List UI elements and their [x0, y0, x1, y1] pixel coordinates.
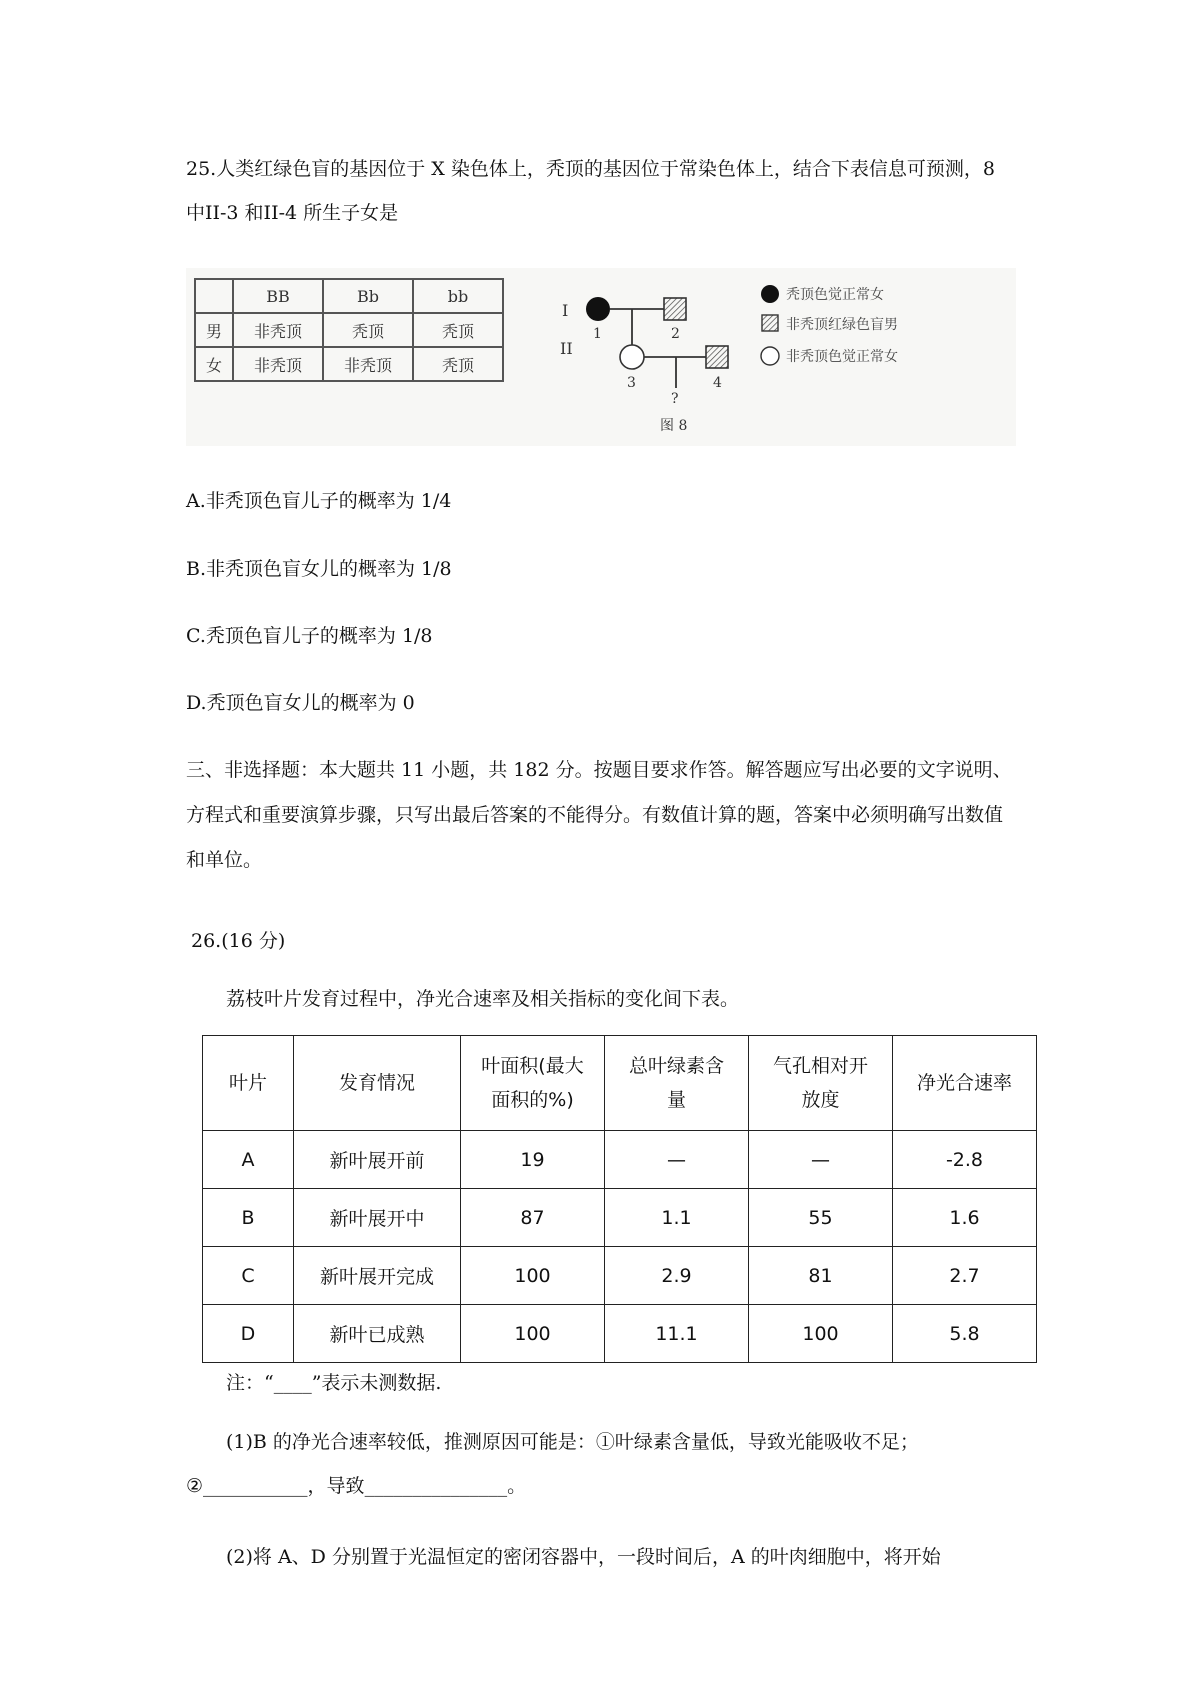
answer-blank-2[interactable]: _______________ — [364, 1475, 508, 1497]
table-cell: 1.6 — [893, 1189, 1037, 1247]
table-cell: 新叶展开中 — [294, 1189, 461, 1247]
question-25-stem: 25.人类红绿色盲的基因位于 X 染色体上，秃顶的基因位于常染色体上，结合下表信息可预测，8 中II-3 和II-4 所生子女是 — [186, 158, 995, 224]
header-leaf: 叶片 — [203, 1036, 294, 1131]
line-end-punctuation: 。 — [507, 1475, 527, 1497]
individual-number-3: 3 — [627, 375, 636, 391]
subquestion-1-line-2 — [186, 1464, 526, 1508]
table-cell: 2.7 — [893, 1247, 1037, 1305]
answer-blank-1[interactable]: ___________ — [203, 1475, 308, 1497]
header-leaf-area: 叶面积(最大 面积的%) — [461, 1036, 605, 1131]
individual-ii-4-hatched-square — [706, 346, 728, 368]
question-26-intro: 荔枝叶片发育过程中，净光合速率及相关指标的变化间下表。 — [226, 988, 740, 1010]
table-cell: D — [203, 1305, 294, 1363]
generation-label-i: I — [562, 301, 569, 320]
genotype-row-male — [195, 313, 503, 347]
table-row — [203, 1247, 1037, 1305]
table-cell: 新叶展开完成 — [294, 1247, 461, 1305]
legend-label: 秃顶色觉正常女 — [786, 287, 884, 303]
table-cell: 55 — [749, 1189, 893, 1247]
figure-caption: 图 8 — [660, 418, 688, 434]
option-a: A.非秃顶色盲儿子的概率为 1/4 — [186, 490, 452, 512]
legend-hatched-square-icon — [762, 315, 778, 331]
table-cell: — — [749, 1131, 893, 1189]
individual-number-4: 4 — [713, 375, 722, 391]
table-cell: 1.1 — [605, 1189, 749, 1247]
phenotype-cell: 秃顶 — [413, 313, 503, 347]
header-chlorophyll: 总叶绿素含 量 — [605, 1036, 749, 1131]
table-cell: 100 — [461, 1305, 605, 1363]
table-cell: 19 — [461, 1131, 605, 1189]
phenotype-cell: 非秃顶 — [233, 347, 323, 381]
row-label: 女 — [195, 347, 233, 381]
table-cell: A — [203, 1131, 294, 1189]
table-cell: 100 — [461, 1247, 605, 1305]
table-header-row — [203, 1036, 1037, 1131]
figure-8 — [186, 268, 1016, 446]
connector-text: ，导致 — [307, 1475, 365, 1497]
individual-i-1-filled-circle — [586, 297, 610, 321]
subquestion-2: (2)将 A、D 分别置于光温恒定的密闭容器中，一段时间后，A 的叶肉细胞中，将开始 — [226, 1546, 941, 1568]
table-cell: 100 — [749, 1305, 893, 1363]
table-cell: 新叶已成熟 — [294, 1305, 461, 1363]
table-cell: 新叶展开前 — [294, 1131, 461, 1189]
table-cell: 87 — [461, 1189, 605, 1247]
individual-i-2-hatched-square — [664, 298, 686, 320]
genotype-header: bb — [413, 279, 503, 313]
legend-filled-circle-icon — [761, 285, 779, 303]
option-b: B.非秃顶色盲女儿的概率为 1/8 — [186, 558, 452, 580]
header-net-photosynthesis: 净光合速率 — [893, 1036, 1037, 1131]
individual-number-1: 1 — [593, 326, 602, 342]
option-d: D.秃顶色盲女儿的概率为 0 — [186, 692, 415, 714]
offspring-question-mark: ? — [671, 391, 679, 407]
individual-number-2: 2 — [671, 326, 680, 342]
generation-label-ii: II — [560, 339, 573, 358]
question-26-heading: 26.(16 分) — [191, 930, 286, 952]
table-cell: 2.9 — [605, 1247, 749, 1305]
table-row — [203, 1131, 1037, 1189]
header-stomata: 气孔相对开 放度 — [749, 1036, 893, 1131]
subquestion-1-line-1: (1)B 的净光合速率较低，推测原因可能是：①叶绿素含量低，导致光能吸收不足； — [226, 1431, 919, 1453]
section-3-instructions: 三、非选择题：本大题共 11 小题，共 182 分。按题目要求作答。解答题应写出必要的文字说明、方程式和重要演算步骤，只写出最后答案的不能得分。有数值计算的题，答案中必须明确写出数值和单位。 — [186, 759, 1012, 871]
genotype-corner-cell — [195, 279, 233, 313]
genotype-header: BB — [233, 279, 323, 313]
phenotype-cell: 非秃顶 — [233, 313, 323, 347]
table-note: 注：“____”表示未测数据. — [226, 1372, 442, 1394]
legend-open-circle-icon — [761, 347, 779, 365]
genotype-header: Bb — [323, 279, 413, 313]
individual-ii-3-open-circle — [620, 345, 644, 369]
legend-label: 非秃顶色觉正常女 — [786, 349, 898, 365]
genotype-row-female — [195, 347, 503, 381]
genotype-header-row — [195, 279, 503, 313]
table-cell: 5.8 — [893, 1305, 1037, 1363]
table-cell: -2.8 — [893, 1131, 1037, 1189]
table-cell: — — [605, 1131, 749, 1189]
phenotype-cell: 秃顶 — [413, 347, 503, 381]
header-development: 发育情况 — [294, 1036, 461, 1131]
row-label: 男 — [195, 313, 233, 347]
table-row — [203, 1305, 1037, 1363]
phenotype-cell: 秃顶 — [323, 313, 413, 347]
genotype-table — [194, 278, 504, 382]
litchi-leaf-table — [202, 1035, 1037, 1363]
legend-label: 非秃顶红绿色盲男 — [786, 317, 898, 333]
table-cell: B — [203, 1189, 294, 1247]
option-c: C.秃顶色盲儿子的概率为 1/8 — [186, 625, 433, 647]
table-cell: 81 — [749, 1247, 893, 1305]
table-row — [203, 1189, 1037, 1247]
table-cell: C — [203, 1247, 294, 1305]
table-cell: 11.1 — [605, 1305, 749, 1363]
circled-number-2: ② — [186, 1475, 204, 1497]
phenotype-cell: 非秃顶 — [323, 347, 413, 381]
